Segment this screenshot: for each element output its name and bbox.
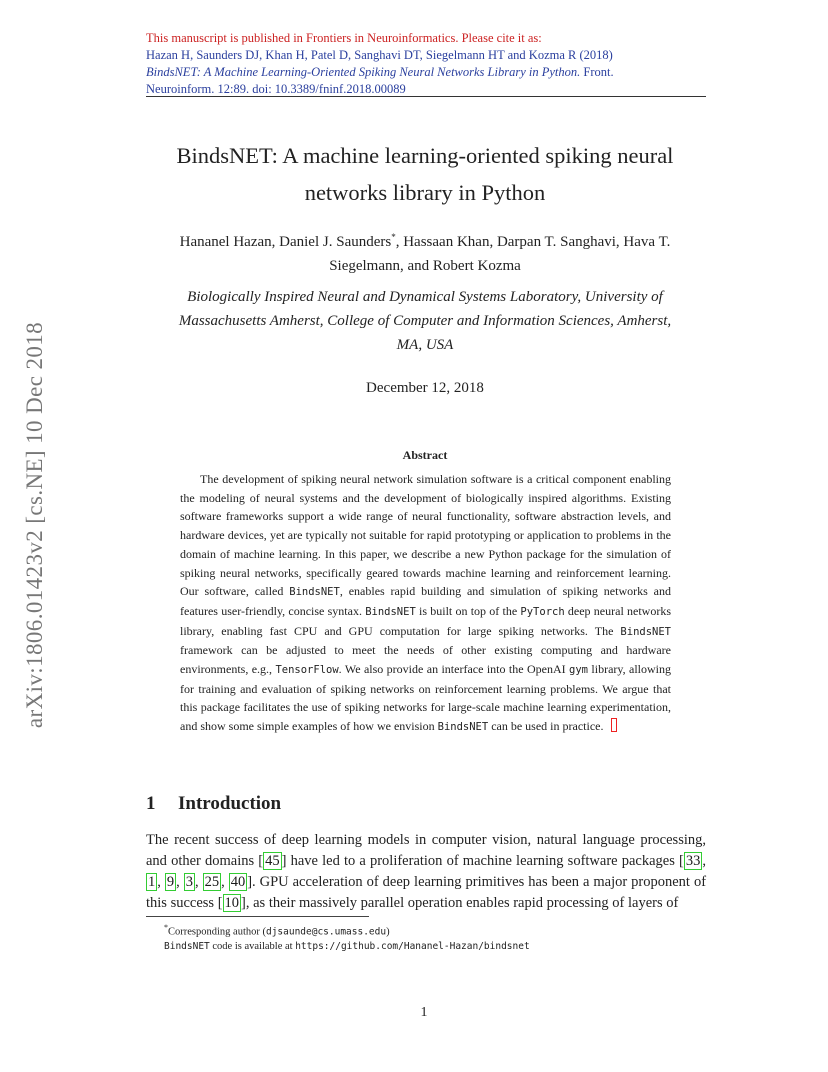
abstract-segment: , enables rapid building and simulation of spiking networks and features user-friendly, concise syntax. (180, 584, 671, 618)
section-title: Introduction (178, 793, 282, 814)
citation-link[interactable]: 33 (685, 853, 701, 869)
arxiv-sidebar (0, 0, 70, 1072)
footnote-code (164, 940, 714, 954)
abstract-segment: . We also provide an interface into the OpenAI (338, 662, 570, 677)
author-list (140, 225, 710, 278)
publication-date: December 12, 2018 (366, 380, 484, 396)
code-term: PyTorch (520, 605, 565, 618)
affiliation-line-2: Massachusetts Amherst, College of Computer and Information Sciences, Amherst, (178, 313, 672, 329)
footnote-corresponding (164, 921, 714, 940)
code-term: BindsNET (164, 940, 210, 952)
corresponding-mark: * (391, 232, 396, 242)
abstract-segment: The development of spiking neural network simulation software is a critical component enabling the modeling of neural systems and the development of biologically inspired algorithms. Existing software frameworks support a wide range of neural functionality, software abstraction levels, and hardware devices, yet are typically not suitable for rapid prototyping or application to problems in the domain of machine learning. In this paper, we describe a new Python package for the simulation of spiking neural networks, specifically geared towards machine learning and reinforcement learning. Our software, called (180, 472, 671, 599)
section-number: 1 (146, 793, 156, 814)
intro-segment: The recent success of deep learning models in computer vision, natural language processing, and other domains (146, 832, 706, 869)
intro-segment: have led to a proliferation of machine learning software packages (286, 853, 680, 869)
notice-line-3 (146, 64, 708, 81)
citation-link[interactable]: 40 (230, 874, 246, 890)
affiliation (140, 285, 710, 357)
paper-title (110, 137, 740, 211)
authors-line-1 (140, 225, 710, 254)
abstract-segment: deep neural networks library, enabling fast CPU and GPU computation for large spiking networks. The (180, 603, 671, 638)
code-term: BindsNET (365, 605, 416, 618)
repository-url[interactable]: https://github.com/Hananel-Hazan/bindsnet (295, 940, 530, 952)
citation-link[interactable]: 9 (166, 874, 175, 890)
title-line-2: networks library in Python (304, 180, 546, 205)
footnote-rule (146, 916, 369, 917)
abstract-segment: framework can be adjusted to meet the needs of other existing computing and hardware environments, e.g., (180, 643, 671, 677)
abstract-segment: can be used in practice. (488, 719, 604, 734)
notice-line-2: Hazan H, Saunders DJ, Khan H, Patel D, Sanghavi DT, Siegelmann HT and Kozma R (2018) (146, 48, 613, 62)
affiliation-line-3: MA, USA (396, 337, 454, 353)
code-term: BindsNET (437, 721, 489, 734)
code-term: gym (569, 664, 588, 677)
citation-link[interactable]: 3 (185, 874, 193, 890)
notice-journal: Front. (580, 65, 614, 79)
authors-part-1: Hananel Hazan, Daniel J. Saunders (179, 234, 392, 250)
abstract-segment: library, allowing for training and evaluation of spiking networks on reinforcement learning problems. We argue that this package facilitates the use of spiking networks for large-scale machine learning experimentation, and show some simple examples of how we envision (180, 662, 672, 734)
intro-paragraph: The recent success of deep learning models in computer vision, natural language processing, and other domains [ 45 ] have led to a proliferation of machine learning software packages [ 33 , 1 , 9 , 3 , 25 , 40 ]. GPU acceleration of deep learning primitives has been a major proponent of this success [ 10 ], as their massively parallel operation enables rapid processing of layers of (146, 832, 707, 911)
authors-line-2: Siegelmann, and Robert Kozma (329, 258, 521, 274)
abstract-segment: is built on top of the (415, 603, 521, 618)
affiliation-line-1: Biologically Inspired Neural and Dynamical Systems Laboratory, University of (187, 289, 663, 305)
section-heading (146, 793, 281, 815)
page-number: 1 (420, 1005, 428, 1020)
code-term: TensorFlow (275, 664, 339, 677)
title-line-1: BindsNET: A machine learning-oriented spiking neural (176, 143, 674, 168)
notice-line-1: This manuscript is published in Frontiers in Neuroinformatics. Please cite it as: (146, 31, 542, 45)
intro-segment: . GPU acceleration of deep learning primitives has been a major proponent of this success (146, 874, 707, 911)
abstract-heading: Abstract (402, 448, 448, 462)
citation-link[interactable]: 1 (148, 874, 156, 890)
code-term: BindsNET (289, 586, 340, 599)
authors-part-2: , Hassaan Khan, Darpan T. Sanghavi, Hava T. (395, 234, 671, 250)
footnote-mark: * (164, 923, 168, 932)
citation-notice (146, 30, 708, 98)
author-email: djsaunde@cs.umass.edu (265, 926, 387, 938)
citation-link[interactable]: 10 (224, 895, 240, 911)
notice-article-title: BindsNET: A Machine Learning-Oriented Spiking Neural Networks Library in Python. (146, 65, 581, 79)
footnote-link-box[interactable] (611, 718, 617, 732)
footnote-text: code is available at (209, 940, 296, 952)
citation-link[interactable]: 45 (265, 853, 280, 869)
footnote-text: Corresponding author ( (168, 926, 266, 938)
arxiv-identifier: arXiv:1806.01423v2 [cs.NE] 10 Dec 2018 (22, 321, 47, 729)
citation-link[interactable]: 25 (204, 874, 220, 890)
footnotes (164, 921, 714, 954)
abstract-text (180, 470, 671, 737)
header-rule (146, 96, 706, 97)
notice-line-4: Neuroinform. 12:89. doi: 10.3389/fninf.2018.00089 (146, 82, 406, 96)
code-term: BindsNET (620, 625, 671, 638)
intro-segment: , as their massively parallel operation enables rapid processing of layers of (245, 895, 679, 911)
footnote-close: ) (386, 926, 390, 938)
